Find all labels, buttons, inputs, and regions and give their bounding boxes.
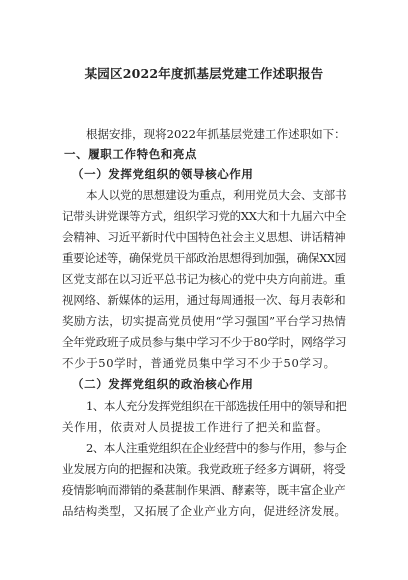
paragraph-line: 本人以党的思想建设为重点，利用党员大会、支部书 [86, 188, 347, 202]
paragraph-line: 疫情影响而滞销的桑葚制作果酒、酵素等，既丰富企业产 [62, 483, 346, 497]
paragraph-line: 品结构类型，又拓展了企业产业方向，促进经济发展。 [62, 504, 347, 518]
paragraph-line: 记带头讲党课等方式，组织学习党的XX大和十九届六中全 [62, 209, 346, 223]
section-heading: 一、履职工作特色和亮点 [64, 147, 198, 161]
paragraph-line: 区党支部在以习近平总书记为核心的党中央方向前进。重 [62, 272, 346, 286]
paragraph-line: 会精神、习近平新时代中国特色社会主义思想、讲话精神 [62, 230, 346, 244]
paragraph-line: 1、本人充分发挥党组织在干部选拔任用中的领导和把 [86, 399, 347, 413]
paragraph-line: 关作用，依责对人员提拔工作进行了把关和监督。 [62, 420, 329, 434]
document-title: 某园区2022年度抓基层党建工作述职报告 [84, 66, 324, 81]
paragraph-line: 重要论述等，确保党员干部政治思想得到加强，确保XX园 [62, 251, 346, 265]
paragraph-line: 全年党政班子成员参与集中学习不少于80学时，网络学习 [62, 335, 347, 349]
intro-line: 根据安排，现将2022年抓基层党建工作述职如下： [86, 127, 346, 141]
subsection-heading: （二）发挥党组织的政治核心作用 [72, 377, 254, 391]
subsection-heading: （一）发挥党组织的领导核心作用 [72, 167, 254, 181]
paragraph-line: 奖励方法，切实提高党员使用“学习强国”平台学习热情 [62, 314, 347, 328]
paragraph-line: 2、本人注重党组织在企业经营中的参与作用，参与企 [86, 441, 347, 455]
paragraph-line: 不少于50学时，普通党员集中学习不少于50学习。 [62, 356, 336, 370]
paragraph-line: 业发展方向的把握和决策。我党政班子经多方调研，将受 [62, 462, 346, 476]
paragraph-line: 视网络、新媒体的运用，通过每周通报一次、每月表彰和 [62, 293, 346, 307]
